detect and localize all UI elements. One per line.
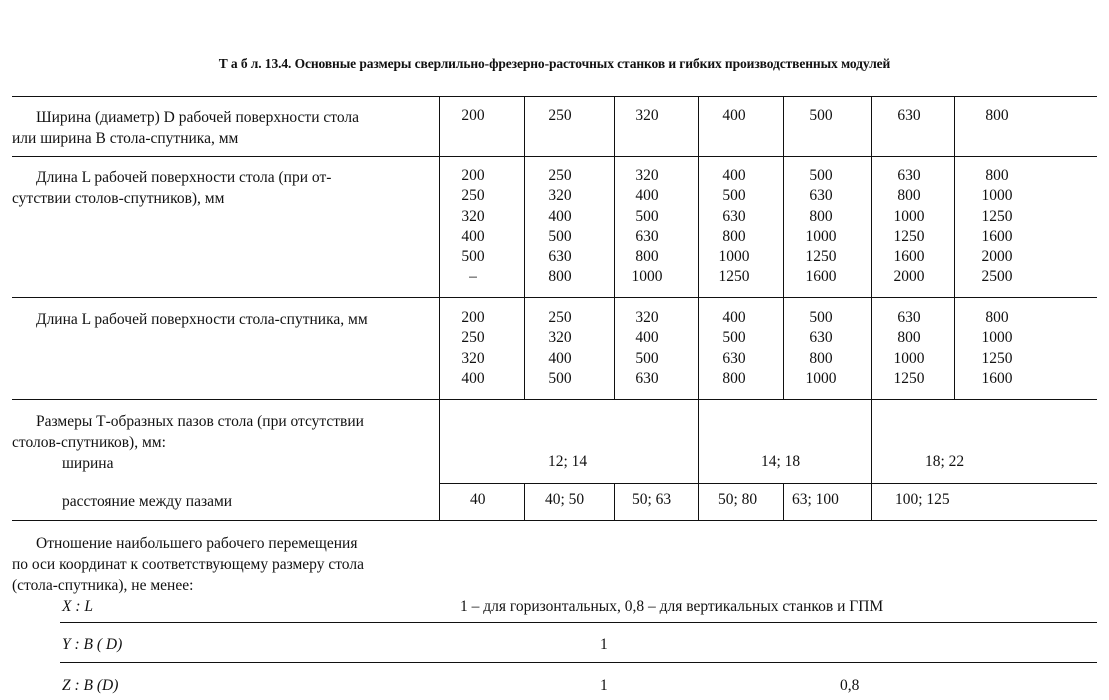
rule-after-slot-distance <box>12 520 1097 521</box>
rule-after-width <box>12 156 1097 157</box>
length-column: 250 320 400 500 630 800 <box>548 167 572 286</box>
yb-value: 1 <box>600 636 608 653</box>
length-label-line1: Длина L рабочей поверхности стола (при от- <box>36 169 332 186</box>
xl-label: X : L <box>62 598 93 615</box>
rule-after-yb <box>60 662 1097 663</box>
width-value: 250 <box>548 107 572 124</box>
ratio-label-line3: (стола-спутника), не менее: <box>12 577 194 594</box>
pallet-length-label: Длина L рабочей поверхности стола-спутника, мм <box>36 311 368 328</box>
pallet-length-column: 200 250 320 400 <box>461 309 485 387</box>
width-value: 200 <box>461 107 485 124</box>
rule-after-pallet <box>12 399 1097 400</box>
vline-dist-2 <box>614 483 615 520</box>
t-slots-label-line2: столов-спутников), мм: <box>12 434 166 451</box>
zb-value-2: 0,8 <box>840 677 860 694</box>
yb-label: Y : B ( D) <box>62 636 123 653</box>
length-column: 500 630 800 1000 1250 1600 <box>805 167 837 286</box>
pallet-length-column: 320 400 500 630 <box>635 309 659 387</box>
t-slot-width-value: 18; 22 <box>925 453 965 470</box>
t-slot-width-value: 12; 14 <box>548 453 588 470</box>
pallet-length-column: 800 1000 1250 1600 <box>981 309 1013 387</box>
pallet-length-column: 400 500 630 800 <box>722 309 746 387</box>
width-value: 800 <box>985 107 1009 124</box>
t-slot-distance-value: 100; 125 <box>895 491 950 508</box>
vline-dist-1 <box>524 483 525 520</box>
zb-value-1: 1 <box>600 677 608 694</box>
t-slot-distance-value: 50; 63 <box>632 491 672 508</box>
width-label-line1: Ширина (диаметр) D рабочей поверхности стола <box>36 109 359 126</box>
vline-dist-3 <box>783 483 784 520</box>
length-column: 200 250 320 400 500 – <box>461 167 485 286</box>
pallet-length-column: 630 800 1000 1250 <box>893 309 925 387</box>
rule-after-length <box>12 297 1097 298</box>
t-slots-distance-label: расстояние между пазами <box>62 493 233 510</box>
t-slot-width-value: 14; 18 <box>761 453 801 470</box>
t-slot-distance-value: 40 <box>470 491 486 508</box>
length-column: 630 800 1000 1250 1600 2000 <box>893 167 925 286</box>
zb-label: Z : B (D) <box>62 677 119 694</box>
width-value: 320 <box>635 107 659 124</box>
table-title: Т а б л. 13.4. Основные размеры сверлильно-фрезерно-расточных станков и гибких производственных модулей <box>218 56 891 71</box>
rule-after-xl <box>60 622 1097 623</box>
width-label-line2: или ширина B стола-спутника, мм <box>12 130 239 147</box>
vline-7 <box>954 96 955 399</box>
rule-after-slot-width <box>440 483 1097 484</box>
xl-value: 1 – для горизонтальных, 0,8 – для вертикальных станков и ГПМ <box>460 598 884 615</box>
length-column: 800 1000 1250 1600 2000 2500 <box>981 167 1013 286</box>
length-column: 400 500 630 800 1000 1250 <box>718 167 750 286</box>
pallet-length-column: 500 630 800 1000 <box>805 309 837 387</box>
pallet-length-column: 250 320 400 500 <box>548 309 572 387</box>
t-slot-distance-value: 63; 100 <box>792 491 839 508</box>
ratio-label-line1: Отношение наибольшего рабочего перемещения <box>36 535 358 552</box>
width-value: 630 <box>897 107 921 124</box>
width-value: 400 <box>722 107 746 124</box>
ratio-label-line2: по оси координат к соответствующему размеру стола <box>12 556 364 573</box>
rule-top <box>12 96 1097 97</box>
t-slot-distance-value: 40; 50 <box>545 491 585 508</box>
t-slot-distance-value: 50; 80 <box>718 491 758 508</box>
length-label-line2: сутствии столов-спутников), мм <box>12 190 225 207</box>
width-value: 500 <box>809 107 833 124</box>
t-slots-width-label: ширина <box>62 455 114 472</box>
t-slots-label-line1: Размеры Т-образных пазов стола (при отсутствии <box>36 413 364 430</box>
length-column: 320 400 500 630 800 1000 <box>631 167 663 286</box>
